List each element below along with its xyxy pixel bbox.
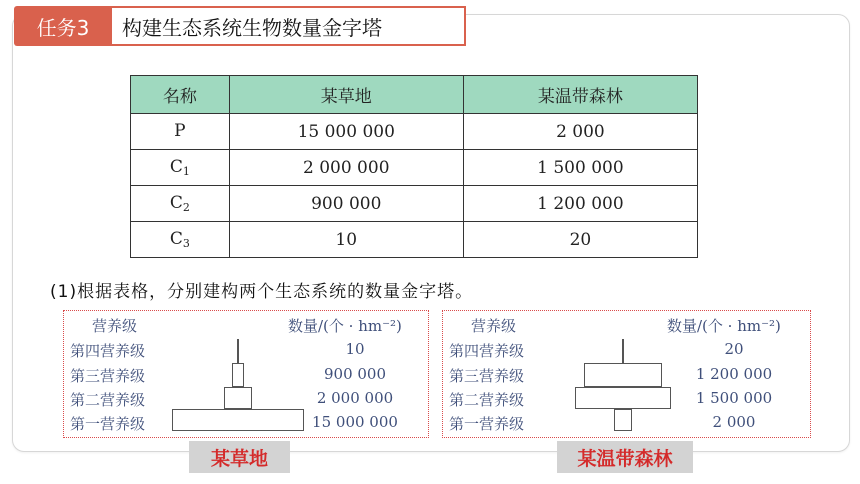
level-label: 第四营养级 [449,342,525,360]
pyramid-block-level3 [232,363,244,387]
quantity-value: 1 200 000 [695,365,773,383]
table-row [131,114,698,150]
table-row [131,186,698,222]
level-label: 第一营养级 [70,415,146,433]
quantity-header: 数量/(个 · hm⁻²) [667,317,781,335]
cell-name: $C_2$ [131,186,230,222]
cell-name: P [131,114,230,150]
cell-forest: 2 000 [463,114,697,150]
level-label: 第三营养级 [70,367,146,385]
pyramid-block-level1 [614,409,632,431]
quantity-value: 20 [724,340,744,358]
cell-forest: 1 500 000 [463,150,697,186]
grassland-pyramid-panel [63,310,429,438]
cell-forest: 20 [463,222,697,258]
cell-grassland: 10 [229,222,463,258]
level-label: 第一营养级 [449,415,525,433]
task-badge: 任务3 [14,6,112,46]
header-grassland: 某草地 [229,76,463,114]
cell-grassland: 900 000 [229,186,463,222]
quantity-value: 10 [345,340,365,358]
grassland-caption: 某草地 [189,441,290,473]
table-row [131,150,698,186]
quantity-value: 15 000 000 [312,413,398,431]
quantity-value: 2 000 [712,413,756,431]
quantity-header: 数量/(个 · hm⁻²) [288,317,402,335]
header-name: 名称 [131,76,230,114]
level-label: 第二营养级 [449,391,525,409]
table-row [131,222,698,258]
level-label: 第二营养级 [70,391,146,409]
level-header: 营养级 [471,317,517,335]
pyramid-block-level3 [584,363,662,387]
quantity-value: 1 500 000 [695,389,773,407]
cell-name: $C_1$ [131,150,230,186]
forest-pyramid-panel [442,310,811,438]
pyramid-block-level4 [237,339,239,363]
pyramid-block-level1 [172,409,304,431]
forest-caption: 某温带森林 [557,441,693,473]
cell-grassland: 2 000 000 [229,150,463,186]
level-label: 第三营养级 [449,367,525,385]
cell-grassland: 15 000 000 [229,114,463,150]
header-forest: 某温带森林 [463,76,697,114]
quantity-value: 900 000 [323,365,387,383]
data-table [130,75,698,258]
level-header: 营养级 [92,317,138,335]
pyramid-block-level4 [622,339,624,363]
cell-forest: 1 200 000 [463,186,697,222]
quantity-value: 2 000 000 [316,389,394,407]
pyramid-block-level2 [575,387,671,409]
pyramid-block-level2 [224,387,252,409]
table-header-row [131,76,698,114]
cell-name: $C_3$ [131,222,230,258]
level-label: 第四营养级 [70,342,146,360]
task-title: 构建生态系统生物数量金字塔 [112,6,466,46]
question-text: (1)根据表格，分别建构两个生态系统的数量金字塔。 [50,282,474,302]
